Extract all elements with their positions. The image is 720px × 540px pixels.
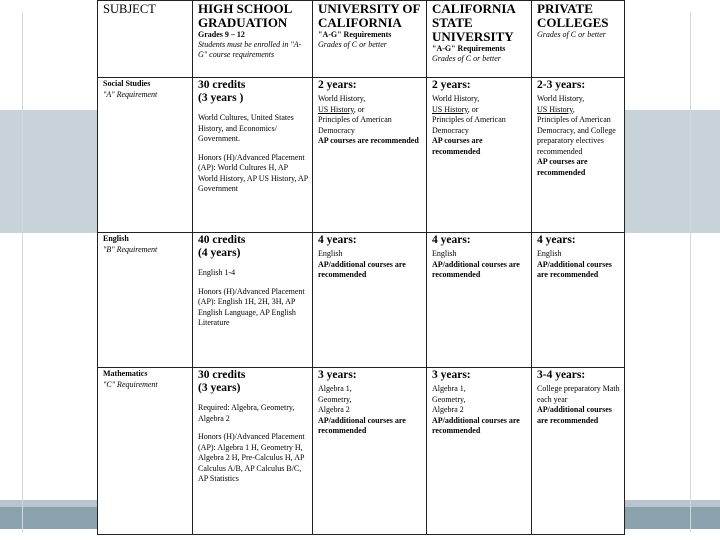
table-row-english xyxy=(98,233,625,368)
social-name: Social Studies xyxy=(103,79,151,88)
math-csu-ap: AP/additional courses are recommended xyxy=(432,415,520,435)
social-hs-courses: World Cultures, United States History, and Economics/ Government. xyxy=(198,113,294,143)
header-private xyxy=(532,1,625,78)
english-priv-line1: English xyxy=(537,249,562,258)
math-uc-line3: Algebra 2 xyxy=(318,405,350,414)
math-priv-line1: College preparatory Math each year xyxy=(537,384,620,404)
social-priv-line2-rest: , xyxy=(572,104,575,114)
table-row-social-studies xyxy=(98,78,625,233)
english-uc-cell xyxy=(313,233,427,368)
priv-title: PRIVATE COLLEGES xyxy=(537,1,609,30)
header-row xyxy=(98,1,625,78)
math-priv-years: 3-4 years: xyxy=(537,369,586,381)
math-hs-courses: Required: Algebra, Geometry, Algebra 2 xyxy=(198,403,295,423)
english-subject-cell xyxy=(98,233,193,368)
english-hs-years: (4 years) xyxy=(198,247,241,259)
math-subject-cell xyxy=(98,368,193,535)
math-uc-line2: Geometry, xyxy=(318,394,352,404)
english-csu-years: 4 years: xyxy=(432,234,471,246)
english-priv-ap: AP/additional courses are recommended xyxy=(537,259,612,279)
slide-guide-left xyxy=(22,12,23,532)
social-csu-line2-rest: , or xyxy=(467,104,479,114)
uc-requirements: "A-G" Requirements xyxy=(318,30,392,39)
uc-grades: Grades of C or better xyxy=(318,40,387,49)
math-csu-line1: Algebra 1, xyxy=(432,384,466,393)
social-hs-cell xyxy=(193,78,313,233)
social-uc-years: 2 years: xyxy=(318,79,357,91)
uc-title: UNIVERSITY OF CALIFORNIA xyxy=(318,1,420,30)
english-hs-honors: Honors (H)/Advanced Placement (AP): English 1H, 2H, 3H, AP English Language, AP English Literature xyxy=(198,286,305,327)
social-uc-cell xyxy=(313,78,427,233)
social-csu-line1: World History, xyxy=(432,94,480,103)
social-priv-cell xyxy=(532,78,625,233)
english-name: English xyxy=(103,234,129,243)
english-priv-years: 4 years: xyxy=(537,234,576,246)
math-hs-years: (3 years) xyxy=(198,382,241,394)
subject-heading: SUBJECT xyxy=(103,2,156,16)
english-uc-years: 4 years: xyxy=(318,234,357,246)
requirements-table xyxy=(97,0,625,535)
social-priv-ap: AP courses are recommended xyxy=(537,157,588,177)
social-hs-years: (3 years ) xyxy=(198,92,244,104)
math-csu-cell xyxy=(427,368,532,535)
math-uc-cell xyxy=(313,368,427,535)
csu-grades: Grades of C or better xyxy=(432,54,501,63)
social-subject-cell xyxy=(98,78,193,233)
hs-title: HIGH SCHOOL GRADUATION xyxy=(198,1,292,30)
math-req: "C" Requirement xyxy=(103,379,158,389)
math-hs-credits: 30 credits xyxy=(198,369,246,381)
math-csu-line3: Algebra 2 xyxy=(432,405,464,414)
social-uc-ap: AP courses are recommended xyxy=(318,136,419,145)
social-csu-us-history: US History xyxy=(432,104,468,114)
math-hs-cell xyxy=(193,368,313,535)
social-req: "A" Requirement xyxy=(103,89,158,99)
header-subject xyxy=(98,1,193,78)
math-uc-line1: Algebra 1, xyxy=(318,384,352,393)
hs-grades: Grades 9 – 12 xyxy=(198,30,245,39)
social-csu-line3: Principles of American Democracy xyxy=(432,115,506,135)
social-uc-line2-rest: , or xyxy=(353,104,365,114)
priv-grades: Grades of C or better xyxy=(537,30,606,39)
social-csu-line2 xyxy=(432,105,528,116)
english-csu-ap: AP/additional courses are recommended xyxy=(432,259,520,279)
social-priv-us-history: US History xyxy=(537,104,573,114)
social-priv-years: 2-3 years: xyxy=(537,79,586,91)
english-uc-ap: AP/additional courses are recommended xyxy=(318,259,406,279)
social-hs-honors: Honors (H)/Advanced Placement (AP): World Cultures H, AP World History, AP US History, AP Government xyxy=(198,152,308,193)
header-csu xyxy=(427,1,532,78)
social-csu-years: 2 years: xyxy=(432,79,471,91)
math-csu-line2: Geometry, xyxy=(432,394,466,404)
slide-guide-right xyxy=(690,12,691,532)
social-csu-ap: AP courses are recommended xyxy=(432,136,483,156)
social-uc-line1: World History, xyxy=(318,94,366,103)
social-priv-line2 xyxy=(537,105,621,116)
table-row-mathematics xyxy=(98,368,625,535)
english-hs-courses: English 1-4 xyxy=(198,268,236,277)
math-hs-honors: Honors (H)/Advanced Placement (AP): Algebra 1 H, Geometry H, Algebra 2 H, Pre-Calculus H, AP Calculus A/B, AP Calculus B/C, AP Statistics xyxy=(198,432,305,483)
english-uc-line1: English xyxy=(318,249,343,258)
english-hs-cell xyxy=(193,233,313,368)
social-uc-line3: Principles of American Democracy xyxy=(318,115,392,135)
english-priv-cell xyxy=(532,233,625,368)
social-priv-line1: World History, xyxy=(537,94,585,103)
social-hs-credits: 30 credits xyxy=(198,79,246,91)
social-uc-line2 xyxy=(318,105,423,116)
header-uc xyxy=(313,1,427,78)
math-priv-cell xyxy=(532,368,625,535)
hs-note: Students must be enrolled in "A-G" course requirements xyxy=(198,40,302,59)
math-priv-ap: AP/additional courses are recommended xyxy=(537,405,612,425)
english-req: "B" Requirement xyxy=(103,244,158,254)
math-csu-years: 3 years: xyxy=(432,369,471,381)
csu-requirements: "A-G" Requirements xyxy=(432,44,506,53)
english-hs-credits: 40 credits xyxy=(198,234,246,246)
math-name: Mathematics xyxy=(103,369,148,378)
header-high-school xyxy=(193,1,313,78)
social-uc-us-history: US History xyxy=(318,104,354,114)
social-csu-cell xyxy=(427,78,532,233)
csu-title: CALIFORNIA STATE UNIVERSITY xyxy=(432,1,516,44)
math-uc-years: 3 years: xyxy=(318,369,357,381)
english-csu-cell xyxy=(427,233,532,368)
social-priv-line3: Principles of American Democracy, and College preparatory electives recommended xyxy=(537,115,616,156)
english-csu-line1: English xyxy=(432,249,457,258)
math-uc-ap: AP/additional courses are recommended xyxy=(318,415,406,435)
